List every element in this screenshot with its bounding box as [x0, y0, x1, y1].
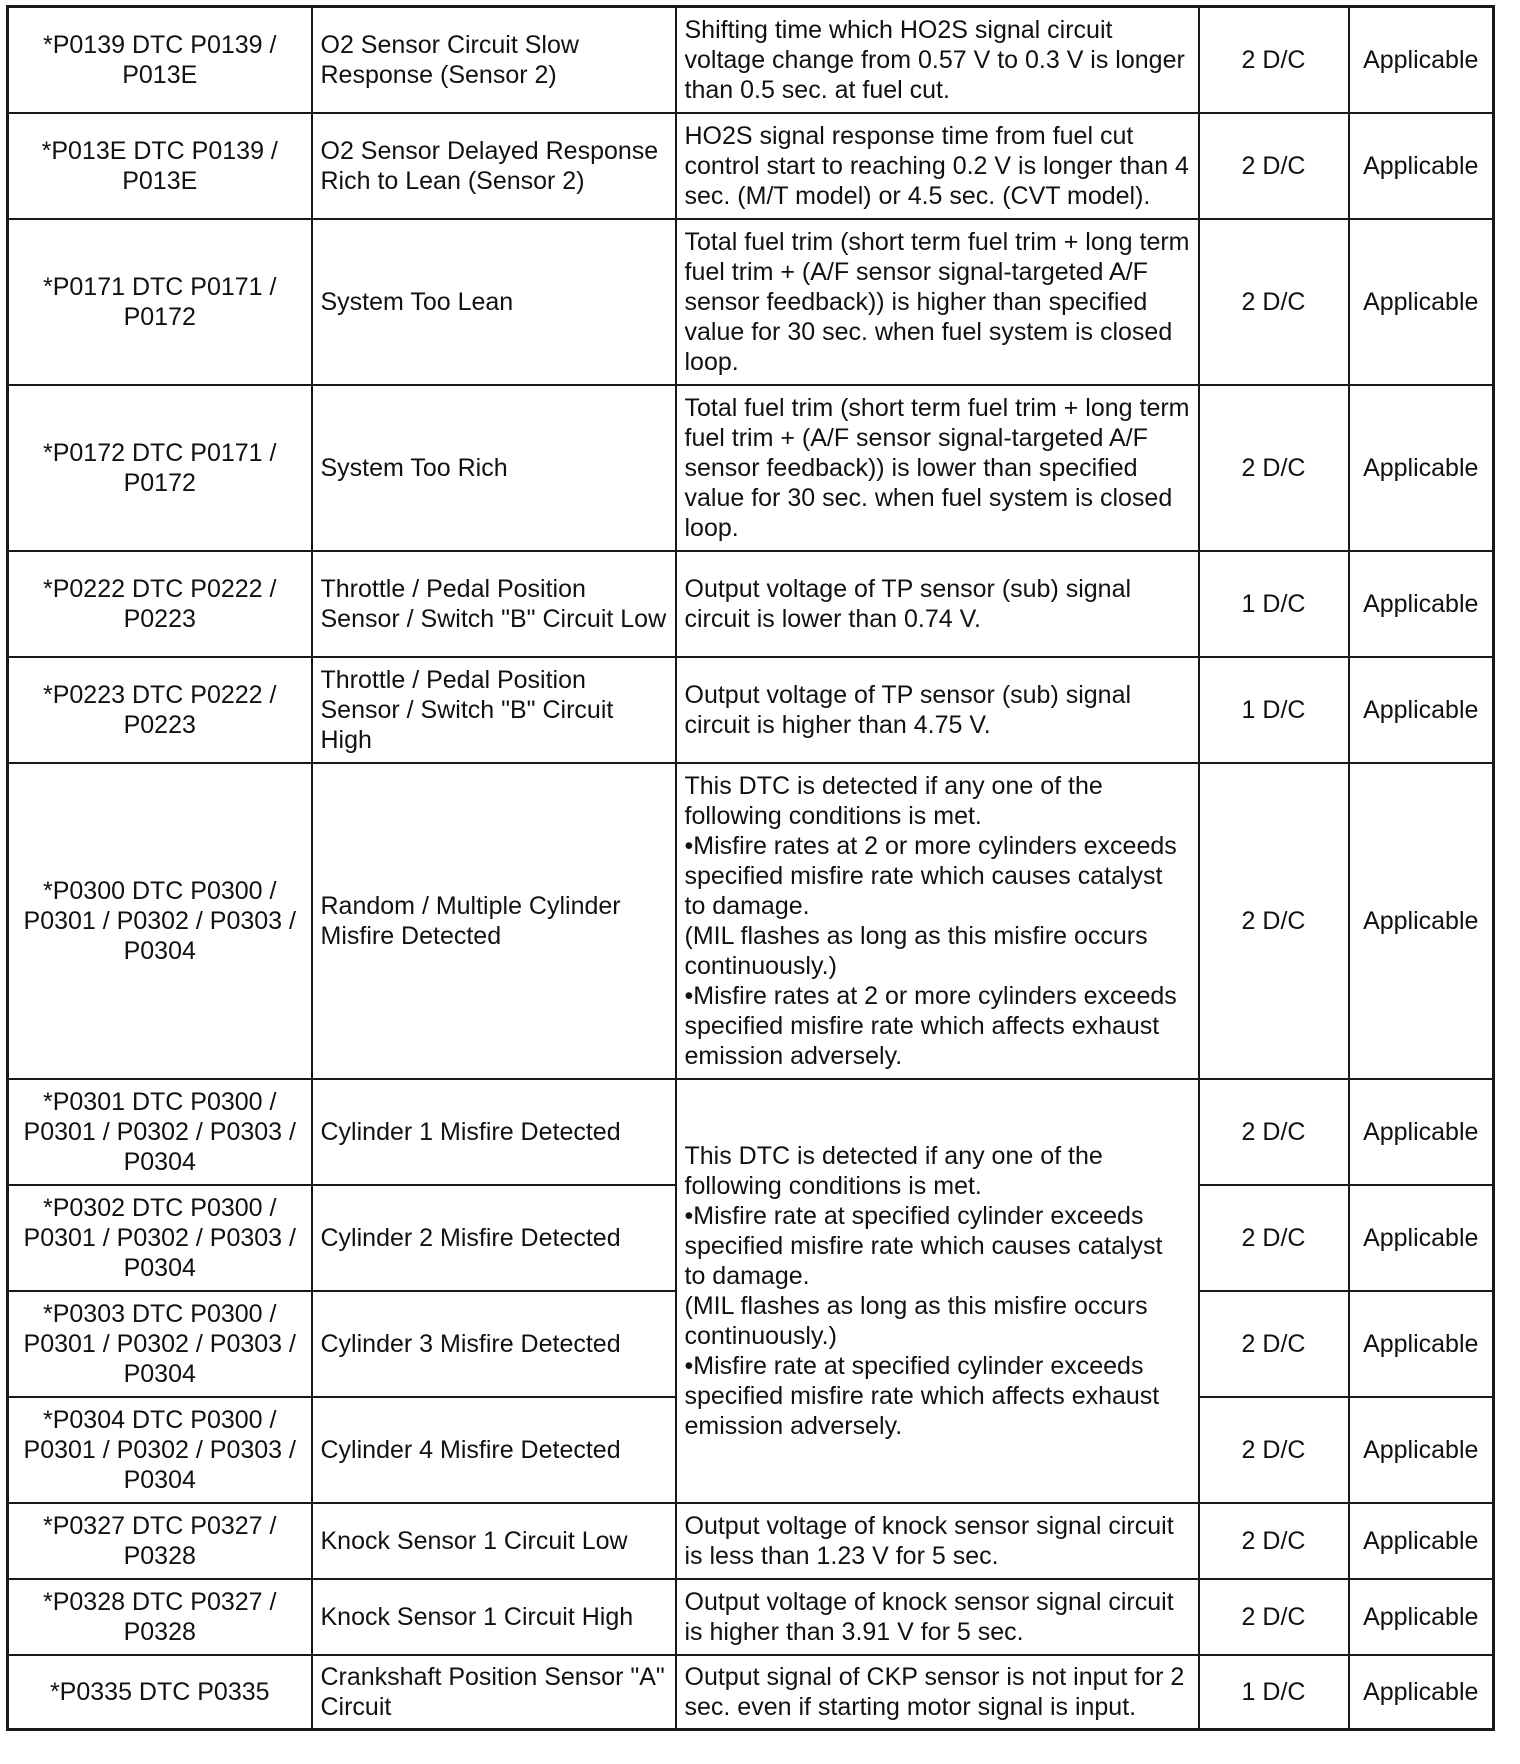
dtc-code-cell: *P0222 DTC P0222 / P0223 [8, 551, 312, 657]
trip-cell: 2 D/C [1199, 385, 1349, 551]
trip-cell: 2 D/C [1199, 1185, 1349, 1291]
table-row [8, 219, 1494, 385]
dtc-name-cell: Throttle / Pedal Position Sensor / Switch "B" Circuit Low [312, 551, 676, 657]
dtc-code-cell: *P0223 DTC P0222 / P0223 [8, 657, 312, 763]
table-row [8, 385, 1494, 551]
mil-cell: Applicable [1349, 1185, 1494, 1291]
dtc-name-cell: Knock Sensor 1 Circuit Low [312, 1503, 676, 1579]
trip-cell: 1 D/C [1199, 1655, 1349, 1730]
dtc-code-cell: *P0328 DTC P0327 / P0328 [8, 1579, 312, 1655]
dtc-code-cell: *P013E DTC P0139 / P013E [8, 113, 312, 219]
table-row [8, 1503, 1494, 1579]
detection-condition-cell: Shifting time which HO2S signal circuit voltage change from 0.57 V to 0.3 V is longer than 0.5 sec. at fuel cut. [676, 7, 1199, 114]
table-row [8, 1579, 1494, 1655]
dtc-name-cell: O2 Sensor Circuit Slow Response (Sensor 2) [312, 7, 676, 114]
dtc-name-cell: Cylinder 3 Misfire Detected [312, 1291, 676, 1397]
mil-cell: Applicable [1349, 1655, 1494, 1730]
dtc-code-cell: *P0304 DTC P0300 / P0301 / P0302 / P0303 / P0304 [8, 1397, 312, 1503]
trip-cell: 2 D/C [1199, 763, 1349, 1079]
mil-cell: Applicable [1349, 1079, 1494, 1185]
mil-cell: Applicable [1349, 7, 1494, 114]
table-row [8, 1655, 1494, 1730]
detection-condition-cell: Output signal of CKP sensor is not input for 2 sec. even if starting motor signal is input. [676, 1655, 1199, 1730]
table-row [8, 7, 1494, 114]
cylinder-misfire-condition-cell: This DTC is detected if any one of the following conditions is met. •Misfire rate at specified cylinder exceeds specified misfire rate which causes catalyst to damage. (MIL flashes as long as this misfire occurs continuously.) •Misfire rate at specified cylinder exceeds specified misfire rate which affects exhaust emission adversely. [676, 1079, 1199, 1503]
mil-cell: Applicable [1349, 1397, 1494, 1503]
trip-cell: 2 D/C [1199, 1397, 1349, 1503]
detection-condition-cell: Total fuel trim (short term fuel trim + long term fuel trim + (A/F sensor signal-targeted A/F sensor feedback)) is lower than specified value for 30 sec. when fuel system is closed loop. [676, 385, 1199, 551]
dtc-table [6, 5, 1495, 1731]
trip-cell: 1 D/C [1199, 551, 1349, 657]
dtc-name-cell: Random / Multiple Cylinder Misfire Detected [312, 763, 676, 1079]
trip-cell: 2 D/C [1199, 113, 1349, 219]
dtc-name-cell: Cylinder 4 Misfire Detected [312, 1397, 676, 1503]
dtc-name-cell: Crankshaft Position Sensor "A" Circuit [312, 1655, 676, 1730]
dtc-code-cell: *P0300 DTC P0300 / P0301 / P0302 / P0303 / P0304 [8, 763, 312, 1079]
dtc-name-cell: Cylinder 1 Misfire Detected [312, 1079, 676, 1185]
dtc-code-cell: *P0139 DTC P0139 / P013E [8, 7, 312, 114]
trip-cell: 2 D/C [1199, 1079, 1349, 1185]
detection-condition-cell: Output voltage of knock sensor signal circuit is higher than 3.91 V for 5 sec. [676, 1579, 1199, 1655]
dtc-code-cell: *P0335 DTC P0335 [8, 1655, 312, 1730]
dtc-name-cell: System Too Rich [312, 385, 676, 551]
detection-condition-cell: Output voltage of TP sensor (sub) signal circuit is higher than 4.75 V. [676, 657, 1199, 763]
dtc-name-cell: Cylinder 2 Misfire Detected [312, 1185, 676, 1291]
dtc-code-cell: *P0302 DTC P0300 / P0301 / P0302 / P0303 / P0304 [8, 1185, 312, 1291]
trip-cell: 1 D/C [1199, 657, 1349, 763]
trip-cell: 2 D/C [1199, 1503, 1349, 1579]
dtc-table-container [6, 5, 1492, 1731]
dtc-code-cell: *P0172 DTC P0171 / P0172 [8, 385, 312, 551]
mil-cell: Applicable [1349, 657, 1494, 763]
mil-cell: Applicable [1349, 1503, 1494, 1579]
detection-condition-cell: This DTC is detected if any one of the following conditions is met. •Misfire rates at 2 or more cylinders exceeds specified misfire rate which causes catalyst to damage. (MIL flashes as long as this misfire occurs continuously.) •Misfire rates at 2 or more cylinders exceeds specified misfire rate which affects exhaust emission adversely. [676, 763, 1199, 1079]
mil-cell: Applicable [1349, 385, 1494, 551]
dtc-code-cell: *P0327 DTC P0327 / P0328 [8, 1503, 312, 1579]
table-row [8, 763, 1494, 1079]
detection-condition-cell: Output voltage of knock sensor signal circuit is less than 1.23 V for 5 sec. [676, 1503, 1199, 1579]
trip-cell: 2 D/C [1199, 1291, 1349, 1397]
dtc-code-cell: *P0171 DTC P0171 / P0172 [8, 219, 312, 385]
table-row [8, 657, 1494, 763]
mil-cell: Applicable [1349, 551, 1494, 657]
mil-cell: Applicable [1349, 1579, 1494, 1655]
detection-condition-cell: Output voltage of TP sensor (sub) signal circuit is lower than 0.74 V. [676, 551, 1199, 657]
dtc-name-cell: Knock Sensor 1 Circuit High [312, 1579, 676, 1655]
table-row [8, 1079, 1494, 1185]
mil-cell: Applicable [1349, 763, 1494, 1079]
trip-cell: 2 D/C [1199, 1579, 1349, 1655]
table-row [8, 551, 1494, 657]
dtc-name-cell: System Too Lean [312, 219, 676, 385]
mil-cell: Applicable [1349, 1291, 1494, 1397]
dtc-name-cell: O2 Sensor Delayed Response Rich to Lean (Sensor 2) [312, 113, 676, 219]
mil-cell: Applicable [1349, 219, 1494, 385]
dtc-code-cell: *P0301 DTC P0300 / P0301 / P0302 / P0303 / P0304 [8, 1079, 312, 1185]
detection-condition-cell: Total fuel trim (short term fuel trim + long term fuel trim + (A/F sensor signal-targeted A/F sensor feedback)) is higher than specified value for 30 sec. when fuel system is closed loop. [676, 219, 1199, 385]
dtc-name-cell: Throttle / Pedal Position Sensor / Switch "B" Circuit High [312, 657, 676, 763]
detection-condition-cell: HO2S signal response time from fuel cut control start to reaching 0.2 V is longer than 4 sec. (M/T model) or 4.5 sec. (CVT model). [676, 113, 1199, 219]
trip-cell: 2 D/C [1199, 7, 1349, 114]
trip-cell: 2 D/C [1199, 219, 1349, 385]
table-row [8, 113, 1494, 219]
dtc-code-cell: *P0303 DTC P0300 / P0301 / P0302 / P0303 / P0304 [8, 1291, 312, 1397]
mil-cell: Applicable [1349, 113, 1494, 219]
